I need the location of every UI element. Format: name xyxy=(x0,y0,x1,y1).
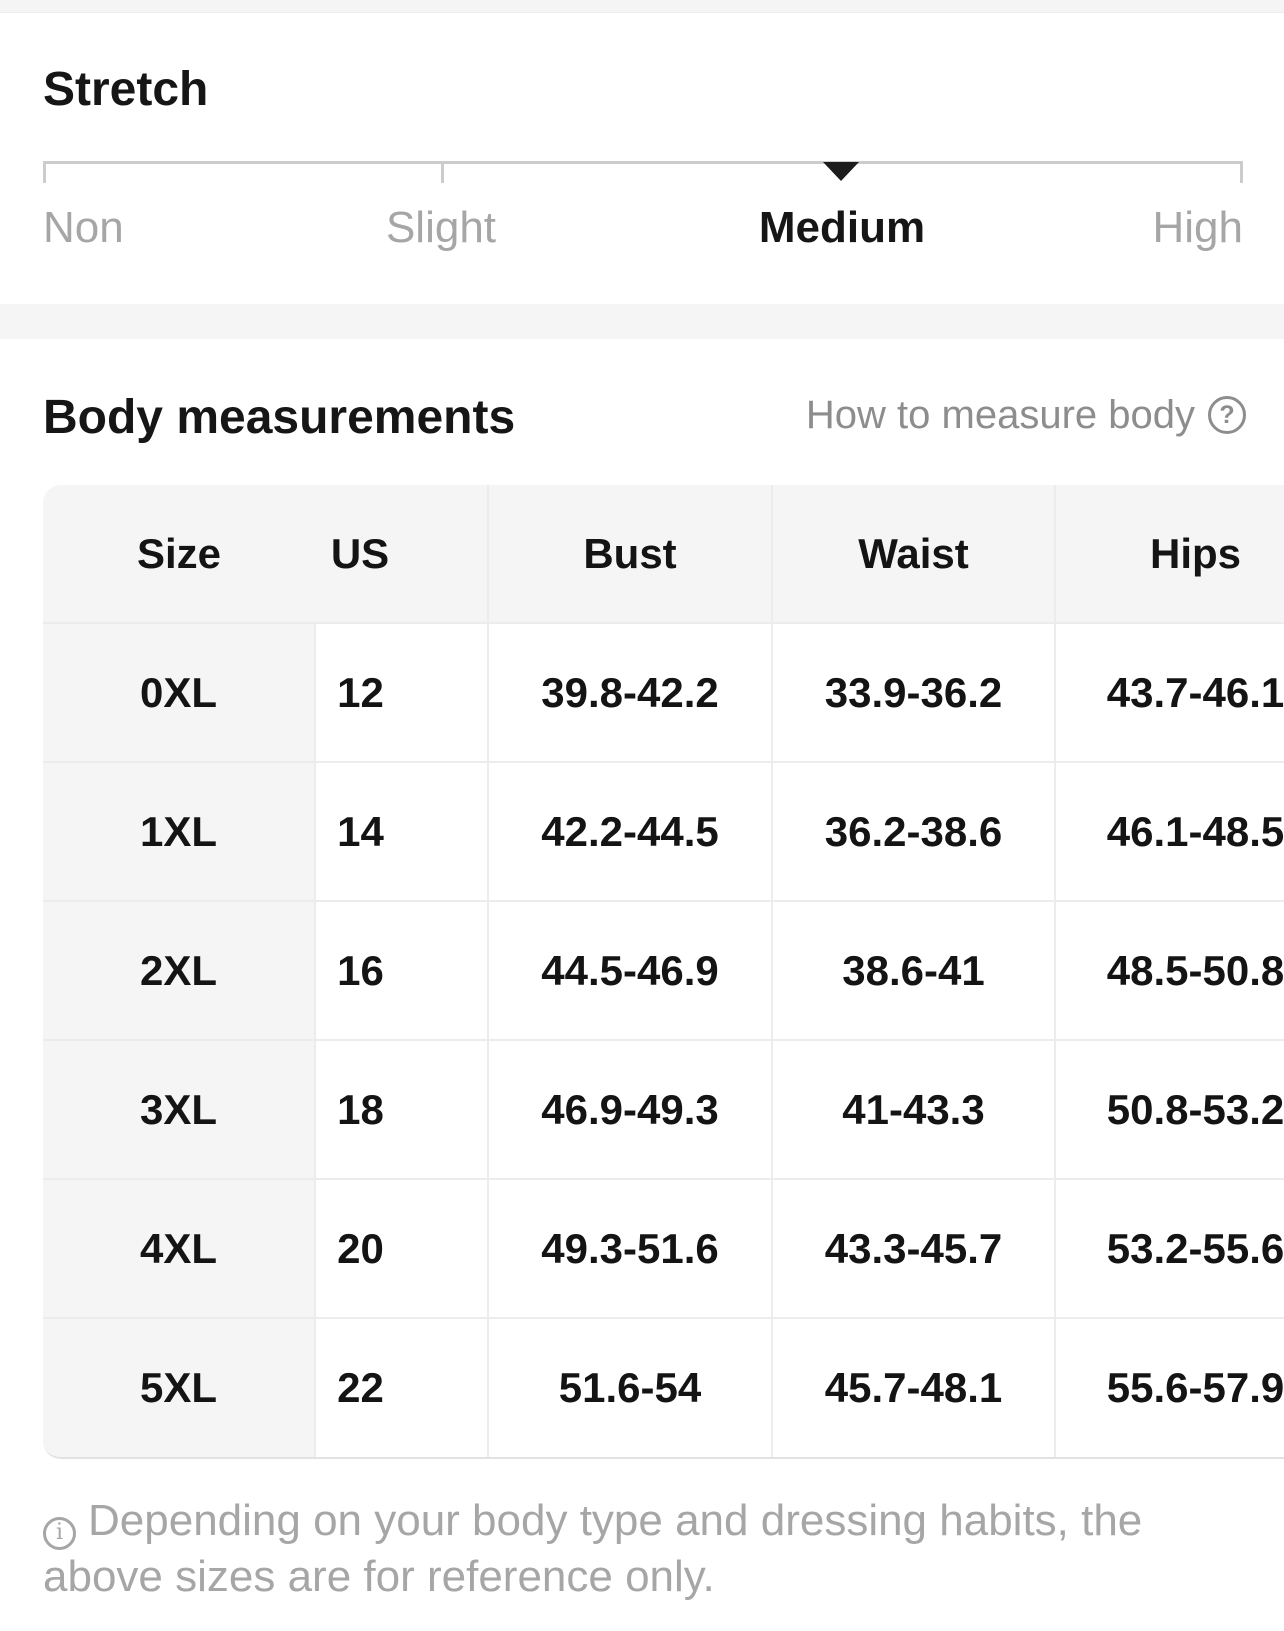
size-cell: 0XL xyxy=(43,623,315,762)
bust-cell: 51.6-54 xyxy=(488,1318,772,1457)
bust-cell: 42.2-44.5 xyxy=(488,762,772,901)
table-row xyxy=(43,901,1284,1040)
waist-cell: 41-43.3 xyxy=(772,1040,1055,1179)
reference-note-line1: Depending on your body type and dressing habits, the xyxy=(88,1496,1143,1545)
table-body xyxy=(43,623,1284,1457)
column-header-us: US xyxy=(315,485,488,623)
hips-cell: 53.2-55.6 xyxy=(1055,1179,1284,1318)
stretch-marker-icon xyxy=(823,162,859,181)
section-divider xyxy=(0,304,1284,339)
help-glyph: ? xyxy=(1219,400,1235,429)
us-size-cell: 22 xyxy=(315,1318,488,1457)
info-glyph: i xyxy=(55,1520,64,1545)
size-cell: 3XL xyxy=(43,1040,315,1179)
waist-cell: 36.2-38.6 xyxy=(772,762,1055,901)
reference-note-line2: above sizes are for reference only. xyxy=(43,1551,715,1601)
column-header-bust: Bust xyxy=(488,485,772,623)
size-cell: 2XL xyxy=(43,901,315,1040)
how-to-measure-body-link[interactable] xyxy=(806,393,1246,437)
hips-cell: 48.5-50.8 xyxy=(1055,901,1284,1040)
stretch-level-slight: Slight xyxy=(385,203,497,252)
how-to-measure-label: How to measure body xyxy=(805,393,1195,437)
stretch-section-title: Stretch xyxy=(43,63,209,116)
table-row xyxy=(43,623,1284,762)
waist-cell: 45.7-48.1 xyxy=(772,1318,1055,1457)
help-icon xyxy=(1208,396,1246,434)
hips-cell: 55.6-57.9 xyxy=(1055,1318,1284,1457)
info-icon xyxy=(43,1517,76,1550)
waist-cell: 33.9-36.2 xyxy=(772,623,1055,762)
waist-cell: 43.3-45.7 xyxy=(772,1179,1055,1318)
body-measurements-title: Body measurements xyxy=(43,391,516,444)
stretch-scale-track xyxy=(43,161,1243,164)
bust-cell: 46.9-49.3 xyxy=(488,1040,772,1179)
stretch-level-non: Non xyxy=(43,203,124,252)
hips-cell: 43.7-46.1 xyxy=(1055,623,1284,762)
bust-cell: 39.8-42.2 xyxy=(488,623,772,762)
table-row xyxy=(43,762,1284,901)
size-cell: 5XL xyxy=(43,1318,315,1457)
hips-cell: 50.8-53.2 xyxy=(1055,1040,1284,1179)
table-row xyxy=(43,1040,1284,1179)
table-header-row xyxy=(43,485,1284,623)
table-row xyxy=(43,1318,1284,1457)
stretch-level-high: High xyxy=(1152,203,1243,252)
bust-cell: 44.5-46.9 xyxy=(488,901,772,1040)
us-size-cell: 14 xyxy=(315,762,488,901)
top-divider xyxy=(0,0,1284,13)
size-cell: 1XL xyxy=(43,762,315,901)
waist-cell: 38.6-41 xyxy=(772,901,1055,1040)
table-row xyxy=(43,1179,1284,1318)
size-cell: 4XL xyxy=(43,1179,315,1318)
column-header-waist: Waist xyxy=(772,485,1055,623)
stretch-scale-tick xyxy=(43,161,46,183)
reference-note xyxy=(43,1494,1233,1603)
us-size-cell: 20 xyxy=(315,1179,488,1318)
us-size-cell: 16 xyxy=(315,901,488,1040)
column-header-hips: Hips xyxy=(1055,485,1284,623)
hips-cell: 46.1-48.5 xyxy=(1055,762,1284,901)
stretch-scale-tick xyxy=(1240,161,1243,183)
body-measurements-table[interactable] xyxy=(43,485,1284,1459)
bust-cell: 49.3-51.6 xyxy=(488,1179,772,1318)
column-header-size: Size xyxy=(43,485,315,623)
size-table xyxy=(43,485,1284,1457)
stretch-level-medium: Medium xyxy=(758,203,926,252)
us-size-cell: 18 xyxy=(315,1040,488,1179)
us-size-cell: 12 xyxy=(315,623,488,762)
stretch-scale-tick xyxy=(441,161,444,183)
